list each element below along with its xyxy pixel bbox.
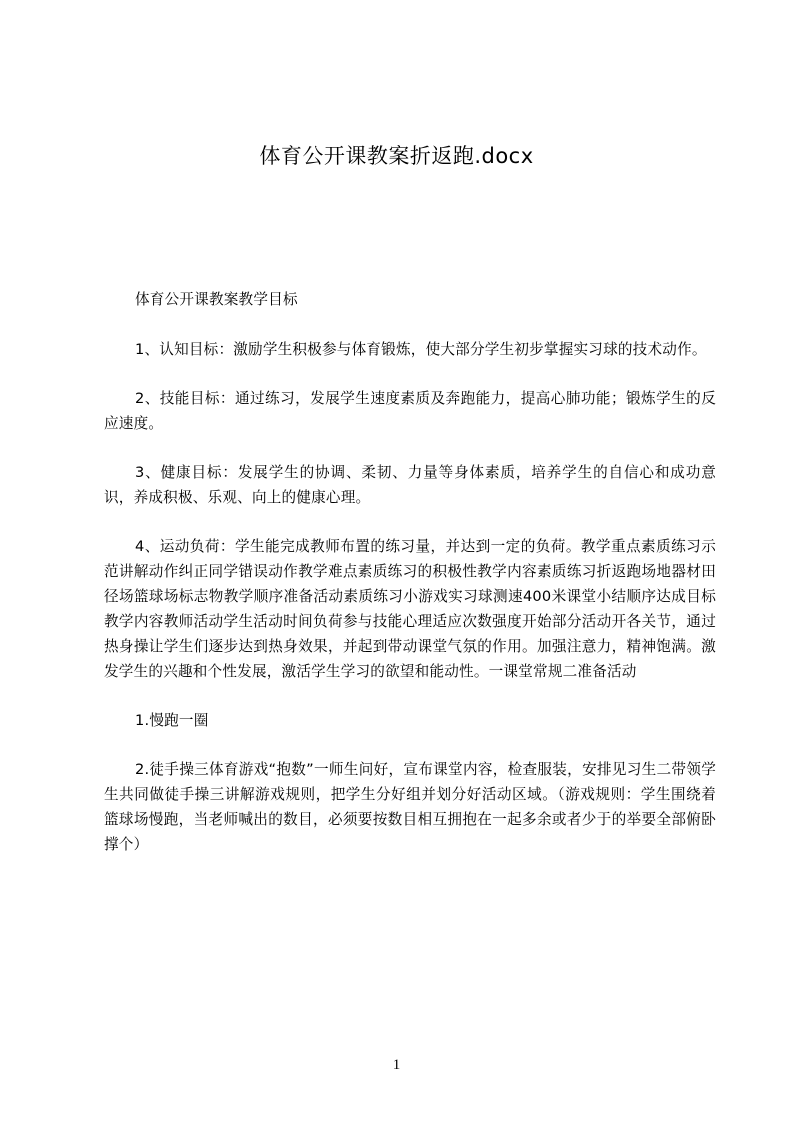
document-title: 体育公开课教案折返跑.docx xyxy=(259,144,534,168)
paragraph-skill-goal: 2、技能目标：通过练习，发展学生速度素质及奔跑能力，提高心肺功能；锻炼学生的反应速度。 xyxy=(104,390,716,432)
paragraph-cognitive-goal: 1、认知目标：激励学生积极参与体育锻炼，使大部分学生初步掌握实习球的技术动作。 xyxy=(135,341,707,358)
section-heading: 体育公开课教案教学目标 xyxy=(135,291,298,308)
paragraph-jog-one-lap: 1.慢跑一圈 xyxy=(135,712,209,729)
paragraph-freehand-exercise-game: 2.徒手操三体育游戏“抱数”一师生问好，宣布课堂内容，检查服装，安排见习生二带领学生共同做徒手操三讲解游戏规则，把学生分好组并划分好活动区域。（游戏规则：学生围绕着篮球场慢跑，当老师喊出的数目，必须要按数目相互拥抱在一起多余或者少于的举要全部俯卧撑个） xyxy=(104,761,716,853)
page-number: 1 xyxy=(392,1057,401,1073)
document-body xyxy=(104,287,716,881)
paragraph-health-goal: 3、健康目标：发展学生的协调、柔韧、力量等身体素质，培养学生的自信心和成功意识，养成积极、乐观、向上的健康心理。 xyxy=(104,464,716,506)
paragraph-exercise-load: 4、运动负荷：学生能完成教师布置的练习量，并达到一定的负荷。教学重点素质练习示范讲解动作纠正同学错误动作教学难点素质练习的积极性教学内容素质练习折返跑场地器材田径场篮球场标志物教学顺序准备活动素质练习小游戏实习球测速400米课堂小结顺序达成目标教学内容教师活动学生活动时间负荷参与技能心理适应次数强度开始部分活动开各关节，通过热身操让学生们逐步达到热身效果，并起到带动课堂气氛的作用。加强注意力，精神饱满。激发学生的兴趣和个性发展，激活学生学习的欲望和能动性。一课堂常规二准备活动 xyxy=(104,538,716,680)
